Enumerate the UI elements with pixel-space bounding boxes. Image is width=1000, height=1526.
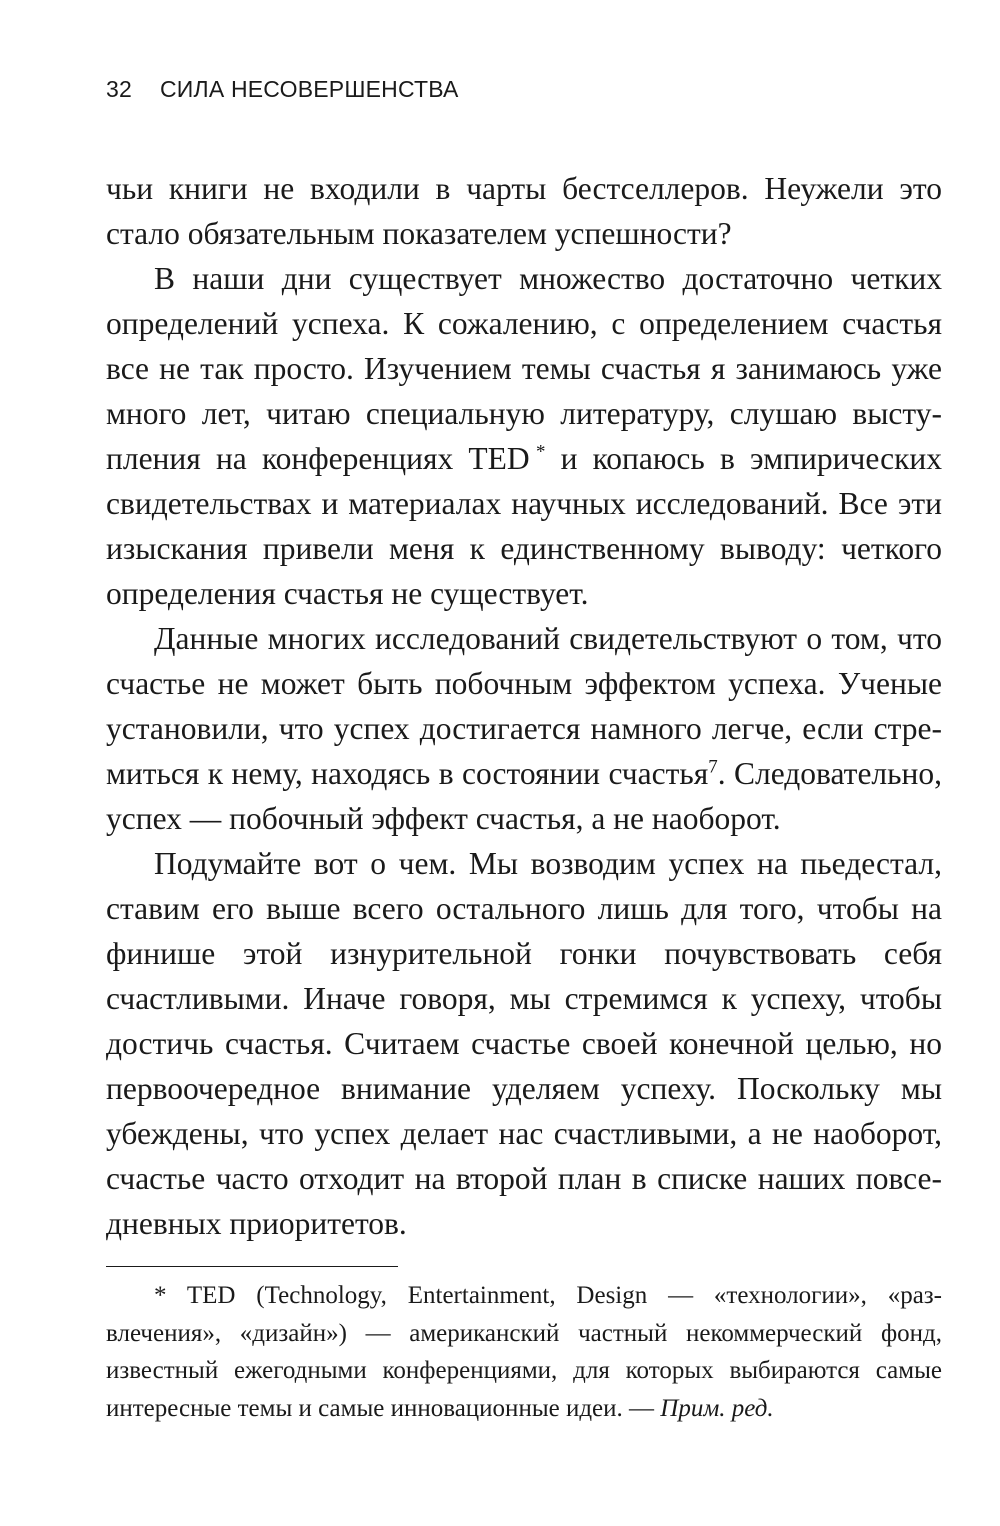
editor-note: Прим. ред. [660, 1394, 774, 1422]
paragraph-4: Подумайте вот о чем. Мы возводим успех на пьедестал, ставим его выше всего остального лишь для того, чтобы на финише этой изнурительной гонки почувствовать себя счастливыми. Иначе говоря, мы стремимся к успеху, чтобы достичь счастья. Считаем счастье своей конечной целью, но первоочередное внимание уделяем успеху. Поскольку мы убеждены, что успех делает нас счастливыми, а не наоборот, счастье часто отходит на второй план в списке наших повседневных приоритетов. [106, 846, 942, 1241]
endnote-reference-7: 7 [708, 756, 718, 778]
footnote-paragraph [106, 1277, 942, 1427]
book-title: СИЛА НЕСОВЕРШЕНСТВА [159, 76, 459, 102]
paragraph-1: чьи книги не входили в чарты бестселлеров. Неужели это стало обязательным показателем успешности? [106, 171, 942, 251]
main-text [106, 166, 942, 1246]
footnote-divider [106, 1266, 398, 1267]
paragraph-2-text-b: и копаюсь в эмпирических свидетельствах и материалах научных исследований. Все эти изыскания привели меня к единственному выводу: четкого определения счастья не существует. [106, 441, 943, 611]
footnote-reference-asterisk: * [535, 441, 546, 463]
paragraph-3-text-a: Данные многих исследований свидетельствуют о том, что счастье не может быть побочным эффектом успеха. Ученые установили, что успех достигается намного легче, если стремиться к нему, находясь в состоянии счастья [106, 621, 942, 791]
page-number: 32 [106, 76, 132, 102]
paragraph-3-text-b: . Следовательно, успех — побочный эффект счастья, а не наоборот. [106, 756, 942, 836]
footnote-text: TED (Technology, Entertainment, Design — «технологии», «развлечения», «дизайн») — американский частный некоммерческий фонд, известный ежегодными конференциями, для которых выбираются самые интересные темы и самые инновационные идеи. — [106, 1282, 942, 1422]
footnote [106, 1277, 942, 1427]
paragraph-3 [106, 616, 942, 841]
footnote-marker: * [154, 1282, 167, 1309]
running-head [106, 76, 459, 103]
paragraph-2-text-a: В наши дни существует множество достаточно четких определений успеха. К сожалению, с определением счастья все не так просто. Изучением темы счастья я занимаюсь уже много лет, читаю специальную литературу, слушаю выступления на конференциях TED [106, 261, 942, 476]
paragraph-2 [106, 256, 942, 616]
